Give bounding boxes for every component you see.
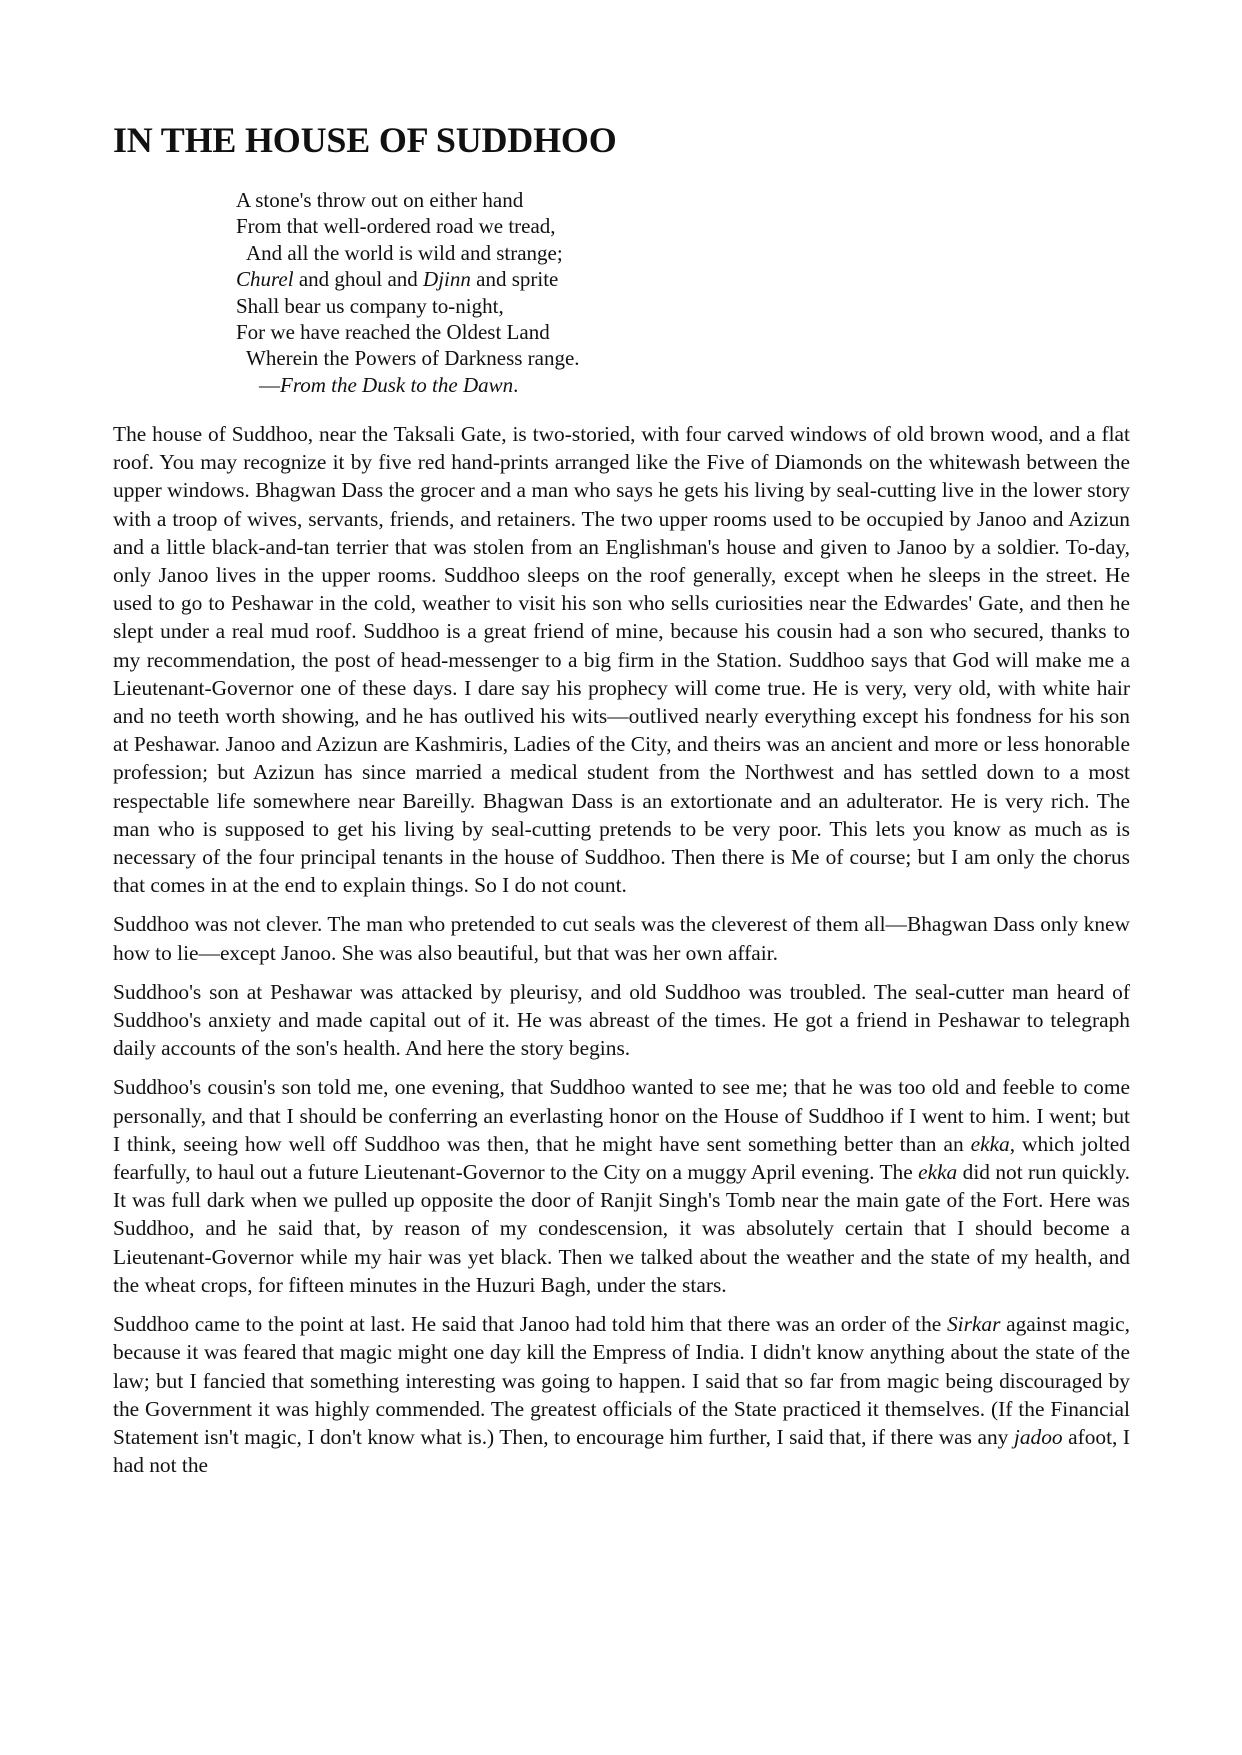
verse-word-churel: Churel bbox=[236, 267, 294, 292]
paragraph-4 bbox=[113, 1073, 1130, 1299]
verse-text: and ghoul and bbox=[293, 267, 424, 292]
paragraph-2: Suddhoo was not clever. The man who pretended to cut seals was the cleverest of them all—Bhagwan Dass only knew how to lie—except Janoo. She was also beautiful, but that was her own affair. bbox=[113, 912, 1130, 965]
italic-word-ekka: ekka bbox=[918, 1160, 958, 1185]
verse-word-djinn: Djinn bbox=[423, 267, 471, 292]
paragraph-text: afoot, I had not the bbox=[113, 1424, 1131, 1478]
paragraph-1: The house of Suddhoo, near the Taksali Gate, is two-storied, with four carved windows of old brown wood, and a flat roof. You may recognize it by five red hand-prints arranged like the Five of Diamonds on the whitewash between the upper windows. Bhagwan Dass the grocer and a man who says he gets his living by seal-cutting live in the lower story with a troop of wives, servants, friends, and retainers. The two upper rooms used to be occupied by Janoo and Azizun and a little black-and-tan terrier that was stolen from an Englishman's house and given to Janoo by a soldier. To-day, only Janoo lives in the upper rooms. Suddhoo sleeps on the roof generally, except when he sleeps in the street. He used to go to Peshawar in the cold, weather to visit his son who sells curiosities near the Edwardes' Gate, and then he slept under a real mud roof. Suddhoo is a great friend of mine, because his cousin had a son who secured, thanks to my recommendation, the post of head-messenger to a big firm in the Station. Suddhoo says that God will make me a Lieutenant-Governor one of these days. I dare say his prophecy will come true. He is very, very old, with white hair and no teeth worth showing, and he has outlived his wits—outlived nearly everything except his fondness for his son at Peshawar. Janoo and Azizun are Kashmiris, Ladies of the City, and theirs was an ancient and more or less honorable profession; but Azizun has since married a medical student from the Northwest and has settled down to a most respectable life somewhere near Bareilly. Bhagwan Dass is an extortionate and an adulterator. He is very rich. The man who is supposed to get his living by seal-cutting pretends to be very poor. This lets you know as much as is necessary of the four principal tenants in the house of Suddhoo. Then there is Me of course; but I am only the chorus that comes in at the end to explain things. So I do not count. bbox=[113, 422, 1130, 898]
verse-line-2: From that well-ordered road we tread, bbox=[236, 214, 556, 239]
italic-word-sirkar: Sirkar bbox=[946, 1312, 1001, 1337]
paragraph-text: Suddhoo's cousin's son told me, one evening, that Suddhoo wanted to see me; that he was too old and feeble to come personally, and that I should be conferring an everlasting honor on the House of Suddhoo if I went to him. I went; but I think, seeing how well off Suddhoo was then, that he might have sent something better than an bbox=[113, 1075, 1130, 1156]
verse-line-4 bbox=[236, 266, 580, 292]
epigraph-verse bbox=[236, 187, 580, 398]
chapter-title: IN THE HOUSE OF SUDDHOO bbox=[113, 120, 617, 160]
verse-attribution bbox=[236, 372, 580, 398]
verse-line-7: Wherein the Powers of Darkness range. bbox=[246, 346, 580, 371]
paragraph-text: did not run quickly. It was full dark when we pulled up opposite the door of Ranjit Singh's Tomb near the main gate of the Fort. Here was Suddhoo, and he said that, by reason of my condescension, it was absolutely certain that I should become a Lieutenant-Governor while my hair was yet black. Then we talked about the weather and the state of my health, and the wheat crops, for fifteen minutes in the Huzuri Bagh, under the stars. bbox=[113, 1160, 1130, 1297]
body-text bbox=[113, 420, 1130, 1490]
verse-line-1: A stone's throw out on either hand bbox=[236, 188, 524, 212]
paragraph-text: Suddhoo came to the point at last. He said that Janoo had told him that there was an order of the bbox=[113, 1312, 947, 1337]
paragraph-3: Suddhoo's son at Peshawar was attacked by pleurisy, and old Suddhoo was troubled. The seal-cutter man heard of Suddhoo's anxiety and made capital out of it. He was abreast of the times. He got a friend in Peshawar to telegraph daily accounts of the son's health. And here the story begins. bbox=[113, 979, 1130, 1061]
verse-line-3: And all the world is wild and strange; bbox=[246, 240, 563, 265]
paragraph-text: against magic, because it was feared that magic might one day kill the Empress of India. I didn't know anything about the state of the law; but I fancied that something interesting was going to happen. I said that so far from magic being discouraged by the Government it was highly commended. The greatest officials of the State practiced it themselves. (If the Financial Statement isn't magic, I don't know what is.) Then, to encourage him further, I said that, if there was any bbox=[113, 1312, 1130, 1449]
paragraph-text: , which jolted fearfully, to haul out a future Lieutenant-Governor to the City on a muggy April evening. The bbox=[113, 1131, 1130, 1185]
attribution-source: From the Dusk to the Dawn bbox=[280, 372, 514, 397]
italic-word-ekka: ekka bbox=[970, 1131, 1010, 1156]
attribution-period: . bbox=[513, 372, 519, 397]
verse-line-5: Shall bear us company to-night, bbox=[236, 293, 504, 318]
paragraph-5 bbox=[113, 1310, 1130, 1479]
attribution-dash: — bbox=[259, 372, 280, 397]
italic-word-jadoo: jadoo bbox=[1013, 1424, 1063, 1449]
verse-text: and sprite bbox=[470, 267, 559, 292]
verse-line-6: For we have reached the Oldest Land bbox=[236, 320, 550, 345]
